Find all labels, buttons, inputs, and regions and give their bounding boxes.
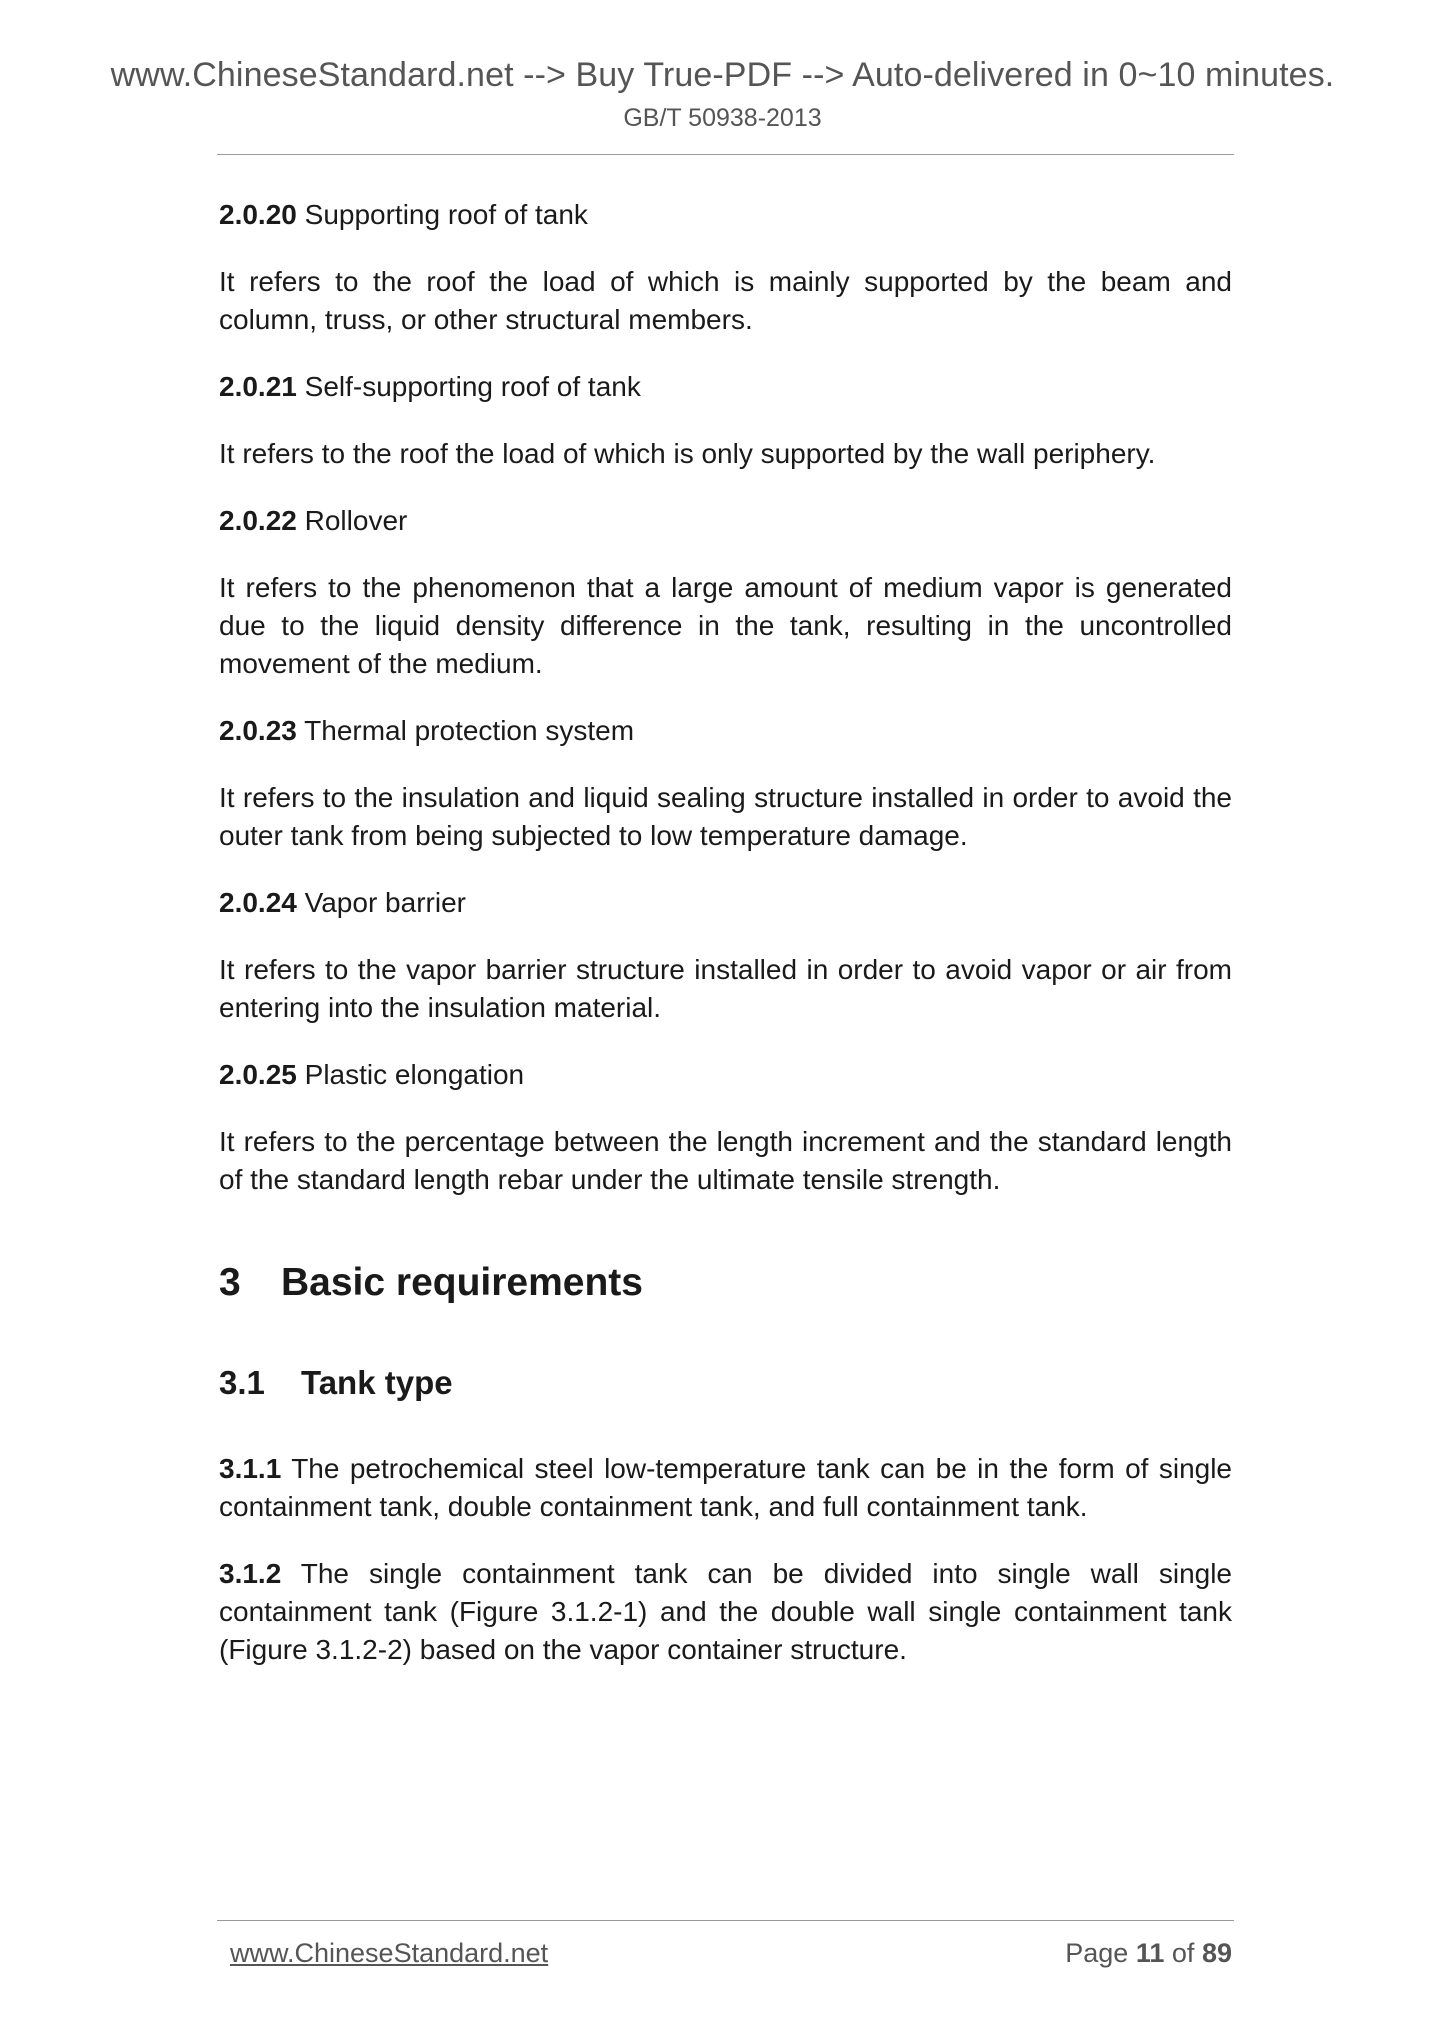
clause [219,1450,1232,1526]
term-number: 2.0.24 [219,887,297,918]
page-indicator [1065,1938,1232,1969]
term-heading [219,1056,1232,1094]
page-current: 11 [1135,1938,1165,1968]
term-heading [219,884,1232,922]
clause [219,1555,1232,1669]
term-title: Rollover [304,505,408,536]
page-body [219,196,1232,1698]
term-definition: It refers to the percentage between the length increment and the standard length of the standard length rebar under the ultimate tensile strength. [219,1126,1232,1195]
page-label: Page [1065,1938,1129,1968]
chapter-title: Basic requirements [281,1261,643,1304]
footer-divider [217,1920,1234,1921]
term-definition: It refers to the phenomenon that a large amount of medium vapor is generated due to the liquid density difference in the tank, resulting in the uncontrolled movement of the medium. [219,572,1232,679]
term-title: Vapor barrier [304,887,466,918]
clause-text: The petrochemical steel low-temperature tank can be in the form of single containment tank, double containment tank, and full containment tank. [219,1453,1233,1522]
term-heading [219,368,1232,406]
document-id: GB/T 50938-2013 [623,104,822,132]
term-heading [219,502,1232,540]
term-title: Thermal protection system [304,715,635,746]
section-number: 3.1 [219,1364,265,1401]
section-title: Tank type [301,1364,453,1401]
header-banner[interactable]: www.ChineseStandard.net --> Buy True-PDF --> Auto-delivered in 0~10 minutes. [110,56,1335,94]
page-of: of [1171,1938,1195,1968]
footer-site-link[interactable]: www.ChineseStandard.net [230,1938,549,1968]
term-number: 2.0.25 [219,1059,297,1090]
term-title: Plastic elongation [304,1059,525,1090]
clause-text: The single containment tank can be divided into single wall single containment tank (Figure 3.1.2-1) and the double wall single containment tank (Figure 3.1.2-2) based on the vapor container structure. [219,1558,1232,1665]
term-heading [219,196,1232,234]
chapter-number: 3 [219,1261,241,1304]
term-definition: It refers to the roof the load of which is mainly supported by the beam and column, truss, or other structural members. [219,266,1232,335]
clause-number: 3.1.1 [219,1453,282,1484]
chapter-heading [219,1259,1232,1307]
term-number: 2.0.20 [219,199,297,230]
term-heading [219,712,1232,750]
term-definition: It refers to the insulation and liquid sealing structure installed in order to avoid the outer tank from being subjected to low temperature damage. [219,782,1232,851]
term-number: 2.0.21 [219,371,297,402]
term-title: Supporting roof of tank [304,199,588,230]
clause-number: 3.1.2 [219,1558,282,1589]
header-divider [217,154,1234,155]
term-title: Self-supporting roof of tank [304,371,641,402]
term-number: 2.0.22 [219,505,297,536]
term-definition: It refers to the vapor barrier structure installed in order to avoid vapor or air from entering into the insulation material. [219,954,1232,1023]
section-heading [219,1362,1232,1404]
page-total: 89 [1201,1938,1232,1968]
term-definition: It refers to the roof the load of which is only supported by the wall periphery. [219,438,1156,469]
term-number: 2.0.23 [219,715,297,746]
